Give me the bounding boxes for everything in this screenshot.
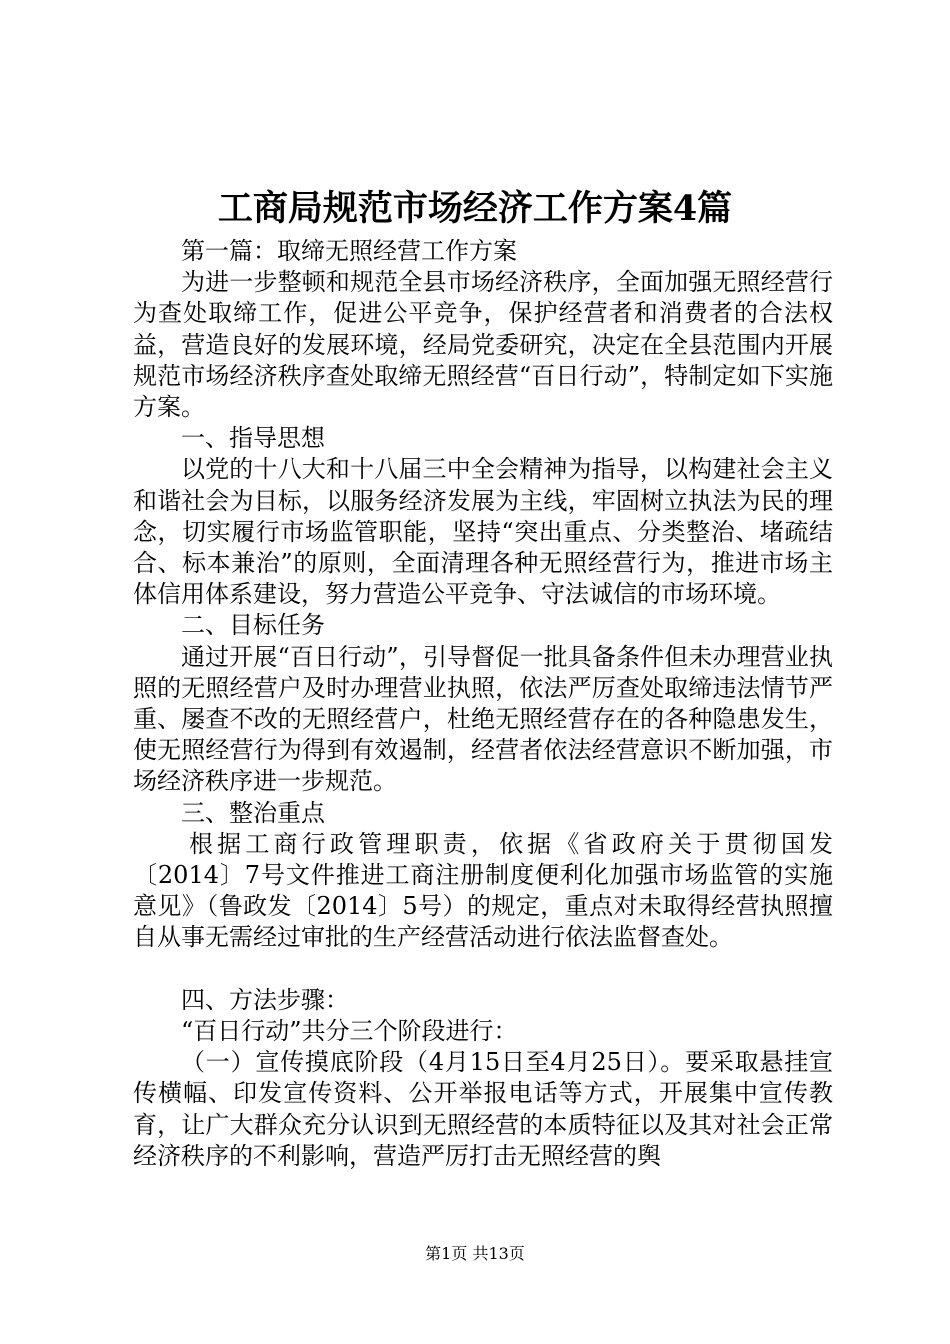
section-heading-focus: 三、整治重点 <box>181 798 325 827</box>
section-heading-guiding-ideology: 一、指导思想 <box>181 424 325 453</box>
section-heading-part-one: 第一篇：取缔无照经营工作方案 <box>181 237 517 265</box>
page-footer: 第1页 共13页 <box>425 1244 525 1263</box>
paragraph-focus: 根据工商行政管理职责，依据《省政府关于贯彻国发〔2014〕7号文件推进工商注册制度便利化加强市场监管的实施意见》（鲁政发〔2014〕5号）的规定，重点对未取得经营执照擅自从事无需经过审批的生产经营活动进行依法监督查处。 <box>133 829 833 952</box>
paragraph-goals: 通过开展“百日行动”，引导督促一批具备条件但未办理营业执照的无照经营户及时办理营业执照，依法严厉查处取缔违法情节严重、屡查不改的无照经营户，杜绝无照经营存在的各种隐患发生，使无照经营行为得到有效遏制，经营者依法经营意识不断加强，市场经济秩序进一步规范。 <box>133 642 833 796</box>
paragraph-intro: 为进一步整顿和规范全县市场经济秩序，全面加强无照经营行为查处取缔工作，促进公平竞争，保护经营者和消费者的合法权益，营造良好的发展环境，经局党委研究，决定在全县范围内开展规范市场经济秩序查处取缔无照经营“百日行动”，特制定如下实施方案。 <box>133 268 833 422</box>
section-heading-goals: 二、目标任务 <box>181 611 325 640</box>
blank-line <box>133 954 833 985</box>
paragraph-guiding-ideology: 以党的十八大和十八届三中全会精神为指导，以构建社会主义和谐社会为目标，以服务经济发展为主线，牢固树立执法为民的理念，切实履行市场监管职能，坚持“突出重点、分类整治、堵疏结合、标本兼治”的原则，全面清理各种无照经营行为，推进市场主体信用体系建设，努力营造公平竞争、守法诚信的市场环境。 <box>133 455 833 609</box>
document-title: 工商局规范市场经济工作方案4篇 <box>217 188 733 229</box>
paragraph-phase-one: （一）宣传摸底阶段（4月15日至4月25日）。要采取悬挂宣传横幅、印发宣传资料、公开举报电话等方式，开展集中宣传教育，让广大群众充分认识到无照经营的本质特征以及其对社会正常经济秩序的不利影响，营造严厉打击无照经营的舆 <box>133 1048 833 1170</box>
document-body <box>133 236 833 1172</box>
section-heading-steps: 四、方法步骤： <box>181 985 349 1014</box>
paragraph-phases: “百日行动”共分三个阶段进行： <box>181 1017 518 1046</box>
